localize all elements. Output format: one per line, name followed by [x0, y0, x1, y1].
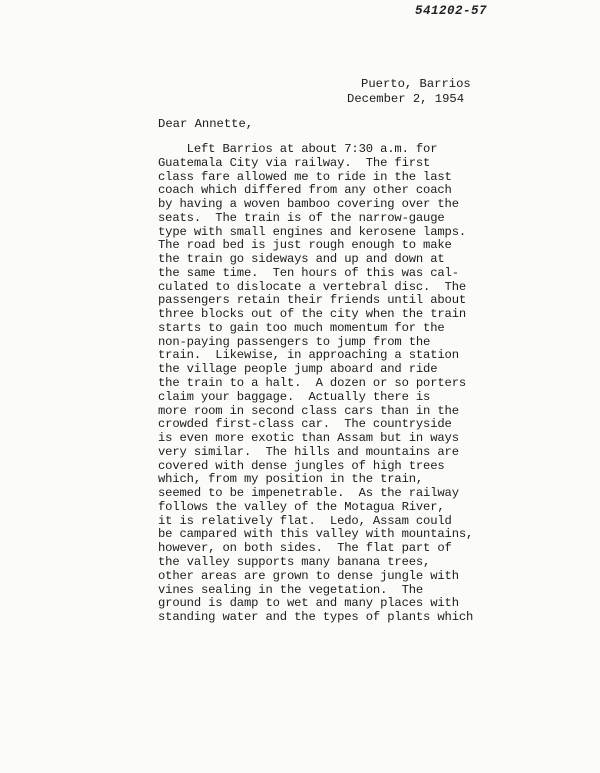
letter-salutation: Dear Annette, — [158, 117, 254, 131]
body-line: the train go sideways and up and down at — [158, 252, 445, 267]
letter-date: December 2, 1954 — [347, 92, 465, 106]
body-line: culated to dislocate a vertebral disc. The — [158, 279, 467, 294]
body-line: starts to gain too much momentum for the — [158, 320, 445, 335]
body-line: Left Barrios at about 7:30 a.m. for — [158, 142, 438, 156]
body-line: very similar. The hills and mountains are — [158, 444, 459, 459]
body-line: class fare allowed me to ride in the last — [158, 169, 452, 184]
body-line: be campared with this valley with mountains, — [158, 527, 474, 542]
body-line: the same time. Ten hours of this was cal- — [158, 265, 459, 280]
body-line: by having a woven bamboo covering over the — [158, 197, 459, 212]
body-line: which, from my position in the train, — [158, 472, 424, 487]
body-line: train. Likewise, in approaching a station — [158, 348, 459, 363]
body-line: the train to a halt. A dozen or so porters — [158, 376, 467, 391]
body-line: seemed to be impenetrable. As the railway — [158, 486, 459, 501]
body-line: claim your baggage. Actually there is — [158, 389, 431, 404]
body-line: coach which differed from any other coach — [158, 183, 452, 198]
letter-body — [158, 143, 473, 625]
body-line: the village people jump aboard and ride — [158, 362, 438, 377]
body-line: however, on both sides. The flat part of — [158, 541, 452, 556]
body-line: non-paying passengers to jump from the — [158, 334, 431, 349]
letter-header — [347, 77, 471, 107]
body-line: The road bed is just rough enough to make — [158, 238, 452, 253]
body-line: ground is damp to wet and many places with — [158, 596, 459, 611]
body-line: three blocks out of the city when the train — [158, 307, 467, 322]
body-line: other areas are grown to dense jungle with — [158, 568, 459, 583]
body-line: is even more exotic than Assam but in ways — [158, 431, 459, 446]
body-line: passengers retain their friends until about — [158, 293, 467, 308]
body-line: it is relatively flat. Ledo, Assam could — [158, 513, 452, 528]
body-line: Guatemala City via railway. The first — [158, 155, 431, 170]
letter-place: Puerto, Barrios — [361, 77, 471, 91]
body-line: standing water and the types of plants which — [158, 610, 474, 625]
body-line: vines sealing in the vegetation. The — [158, 582, 424, 597]
body-line: covered with dense jungles of high trees — [158, 458, 445, 473]
body-line: type with small engines and kerosene lamps. — [158, 224, 467, 239]
body-line: the valley supports many banana trees, — [158, 554, 431, 569]
body-line: more room in second class cars than in the — [158, 403, 459, 418]
body-line: crowded first-class car. The countryside — [158, 417, 452, 432]
document-id-number: 541202-57 — [415, 4, 488, 18]
body-line: seats. The train is of the narrow-gauge — [158, 210, 445, 225]
body-line: follows the valley of the Motagua River, — [158, 499, 445, 514]
